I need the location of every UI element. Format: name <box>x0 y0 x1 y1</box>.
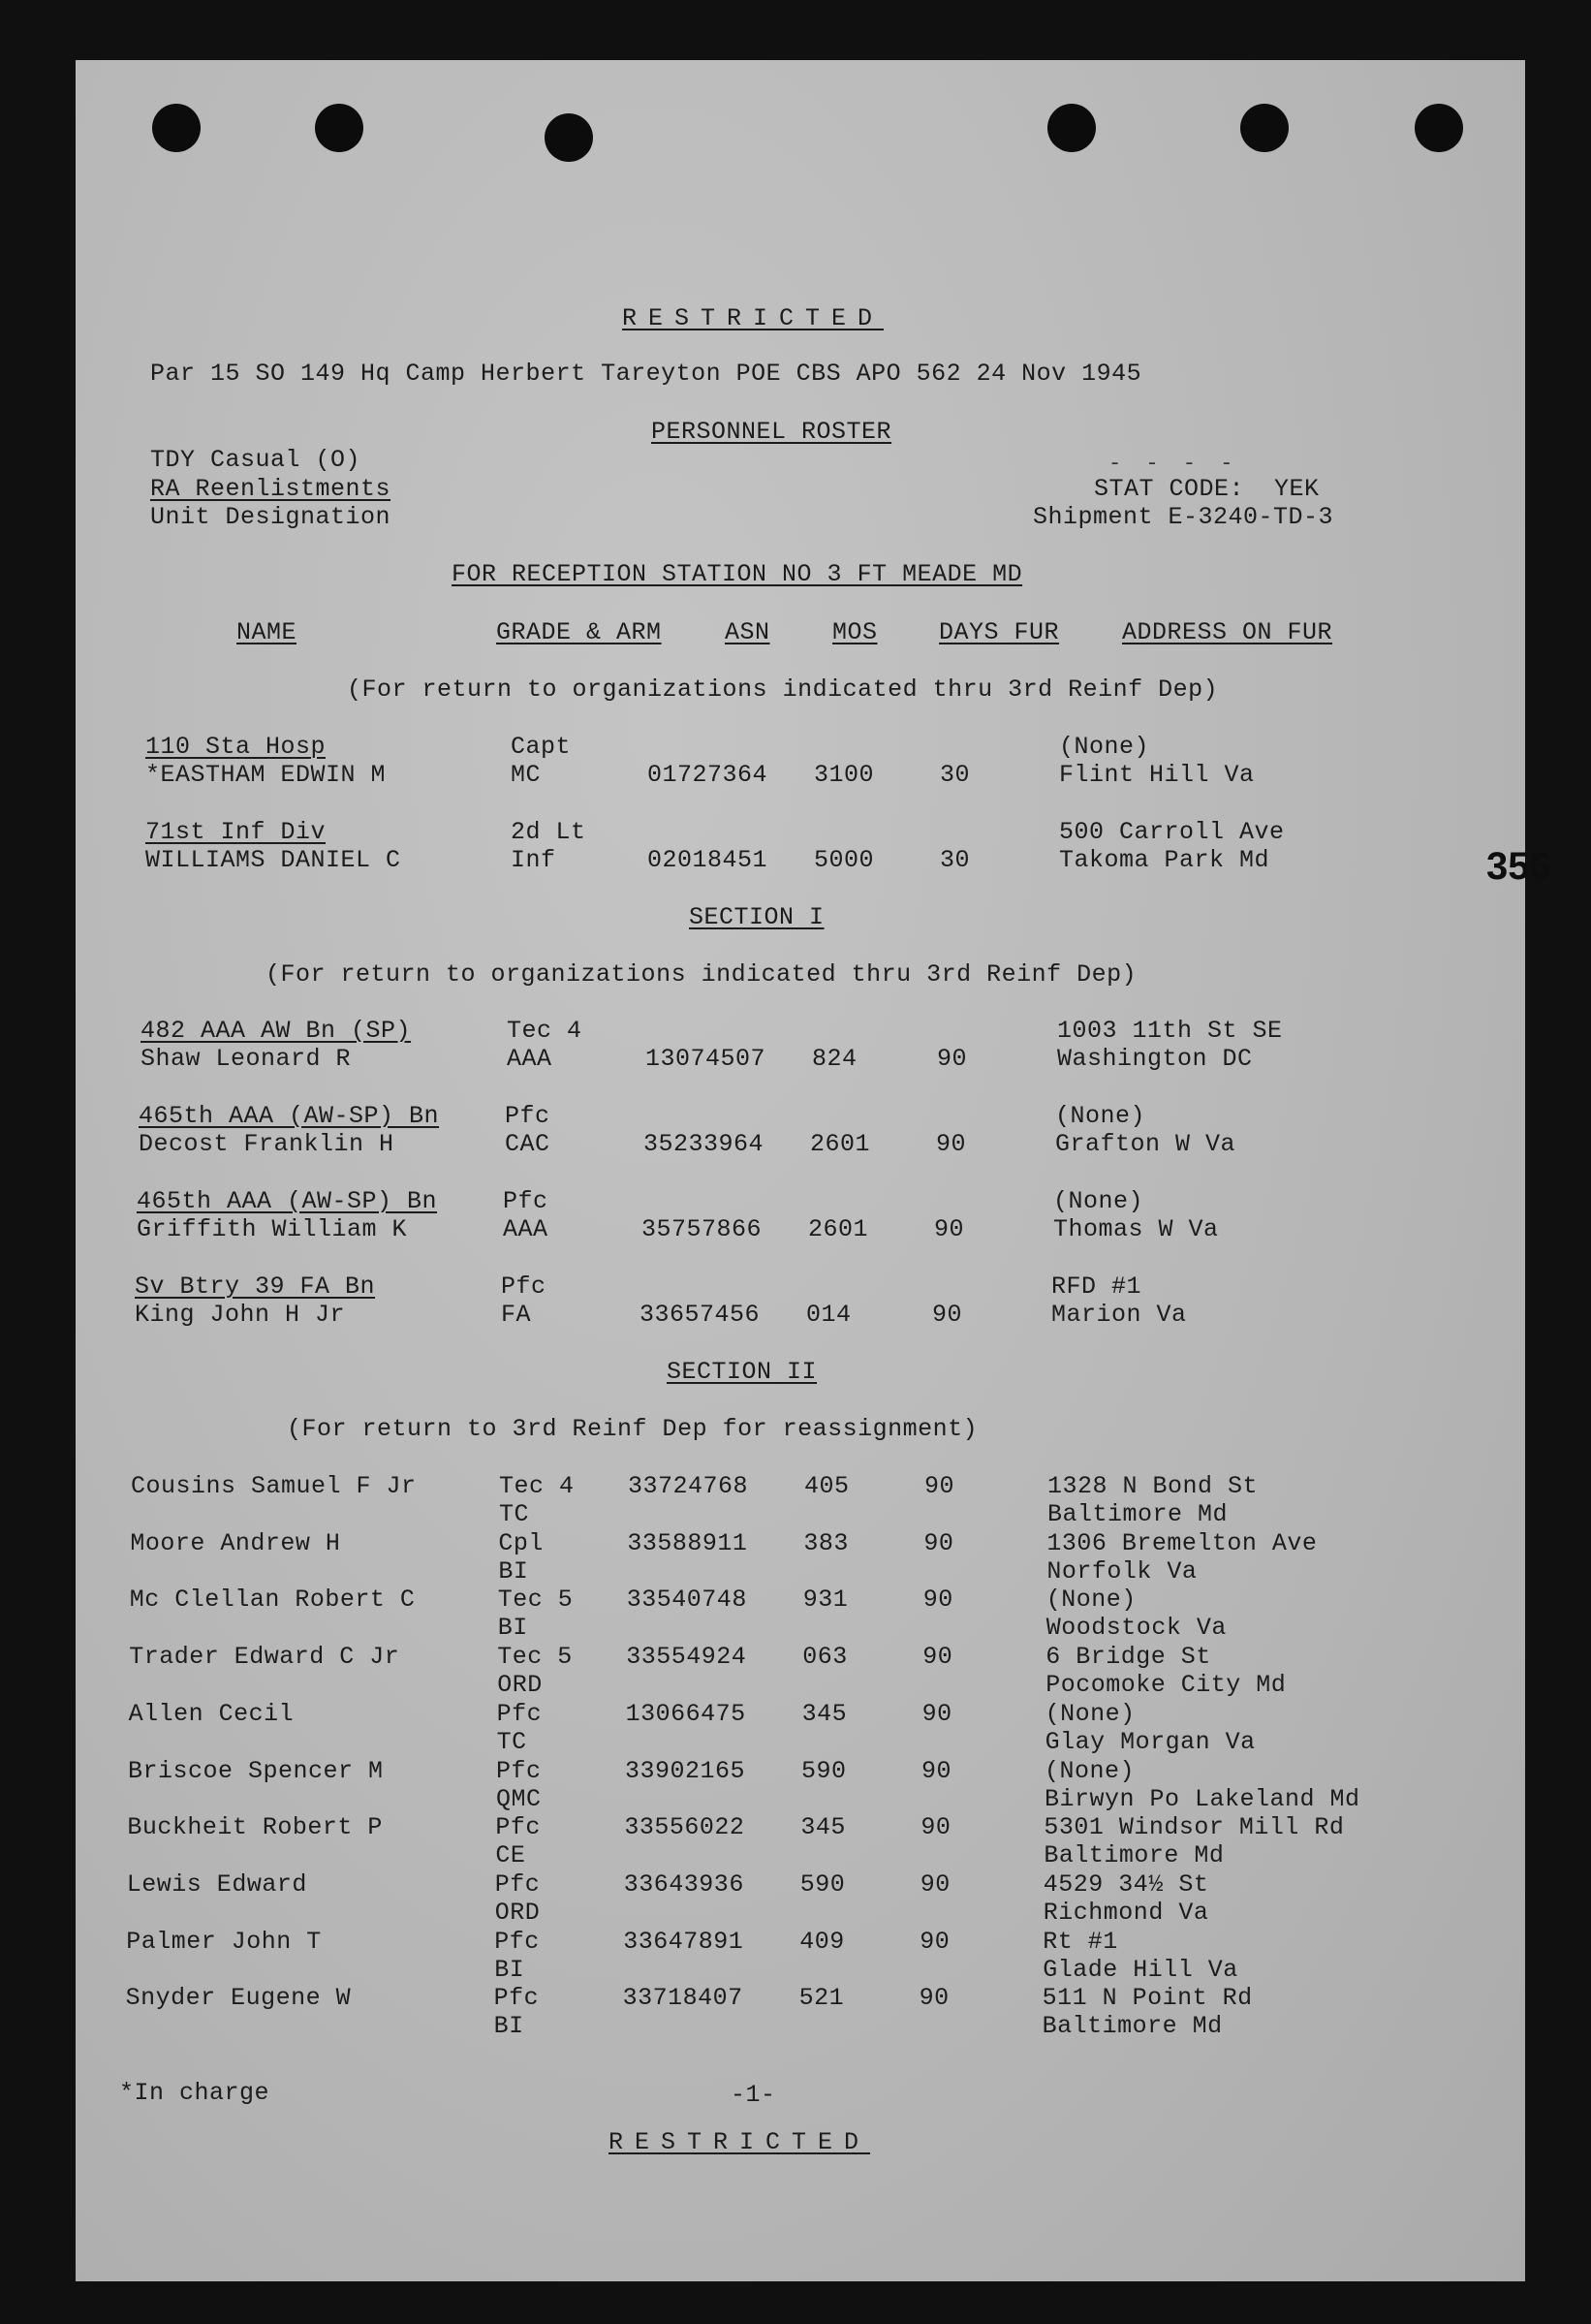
entry-name: Buckheit Robert P <box>127 1813 383 1841</box>
col-days: DAYS FUR <box>939 618 1060 646</box>
entry-mos: 383 <box>803 1529 849 1557</box>
entry-addr2: Baltimore Md <box>1047 1500 1229 1528</box>
entry-days: 90 <box>932 1301 963 1329</box>
entry-addr2: Thomas W Va <box>1053 1215 1219 1243</box>
punch-hole <box>1047 104 1096 152</box>
left-block-line-3: Unit Designation <box>150 503 391 531</box>
entry-addr1: 1003 11th St SE <box>1057 1017 1283 1045</box>
entry-asn: 35233964 <box>643 1130 764 1158</box>
entry-addr2: Grafton W Va <box>1055 1130 1236 1158</box>
entry-mos: 405 <box>804 1472 850 1500</box>
entry-addr2: Baltimore Md <box>1044 1841 1225 1869</box>
entry-name: Allen Cecil <box>128 1700 295 1728</box>
entry-mos: 521 <box>798 1984 845 2012</box>
entry-arm: ORD <box>494 1899 541 1927</box>
entry-name: Shaw Leonard R <box>140 1045 352 1073</box>
entry-grade: Tec 4 <box>499 1472 575 1500</box>
entry-addr1: (None) <box>1055 1102 1146 1130</box>
entry-mos: 5000 <box>814 846 875 874</box>
entry-arm: Inf <box>511 846 556 874</box>
section1-title: SECTION I <box>689 903 825 931</box>
roster-title: PERSONNEL ROSTER <box>651 418 892 446</box>
entry-addr2: Washington DC <box>1057 1045 1253 1073</box>
entry-days: 90 <box>919 1984 950 2012</box>
entry-mos: 2601 <box>810 1130 871 1158</box>
entry-name: *EASTHAM EDWIN M <box>145 761 387 789</box>
entry-days: 90 <box>920 1870 951 1899</box>
entry-asn: 35757866 <box>641 1215 763 1243</box>
entry-name: Trader Edward C Jr <box>129 1643 400 1671</box>
document-sheet <box>76 60 1551 2281</box>
punch-hole <box>1240 104 1289 152</box>
entry-name: Griffith William K <box>137 1215 408 1243</box>
entry-grade: Tec 5 <box>497 1586 574 1614</box>
entry-arm: CE <box>495 1841 526 1869</box>
entry-grade: Pfc <box>494 1870 541 1899</box>
entry-asn: 33554924 <box>626 1643 747 1671</box>
entry-grade: Cpl <box>498 1529 544 1557</box>
entry-addr1: 1328 N Bond St <box>1047 1472 1259 1500</box>
entry-days: 90 <box>920 1813 951 1841</box>
punch-hole <box>1415 104 1463 152</box>
left-block-line-2: RA Reenlistments <box>150 475 391 503</box>
entry-arm: BI <box>494 1956 525 1984</box>
entry-grade: Pfc <box>495 1813 541 1841</box>
entry-addr1: 1306 Bremelton Ave <box>1046 1529 1318 1557</box>
entry-addr2: Glade Hill Va <box>1043 1956 1238 1984</box>
punch-hole <box>315 104 363 152</box>
entry-arm: QMC <box>496 1785 542 1813</box>
entry-grade: Pfc <box>493 1984 540 2012</box>
entry-unit: 71st Inf Div <box>145 818 327 846</box>
footnote: *In charge <box>119 2079 270 2107</box>
entry-grade: Capt <box>511 733 572 761</box>
entry-name: Cousins Samuel F Jr <box>131 1472 417 1500</box>
entry-addr2: Pocomoke City Md <box>1045 1671 1287 1699</box>
entry-grade: 2d Lt <box>511 818 586 846</box>
entry-mos: 063 <box>802 1643 848 1671</box>
entry-arm: CAC <box>505 1130 550 1158</box>
entry-asn: 33647891 <box>623 1928 744 1956</box>
entry-days: 90 <box>922 1586 953 1614</box>
entry-name: Lewis Edward <box>126 1870 307 1899</box>
entry-unit: Sv Btry 39 FA Bn <box>135 1272 376 1301</box>
entry-addr2: Richmond Va <box>1043 1899 1209 1927</box>
entry-grade: Tec 4 <box>507 1017 582 1045</box>
entry-arm: ORD <box>497 1671 543 1699</box>
entry-addr2: Birwyn Po Lakeland Md <box>1045 1785 1360 1813</box>
section2-title: SECTION II <box>667 1358 818 1386</box>
entry-mos: 824 <box>812 1045 858 1073</box>
entry-arm: BI <box>498 1557 529 1586</box>
entry-addr1: 6 Bridge St <box>1045 1643 1211 1671</box>
entry-grade: Pfc <box>505 1102 550 1130</box>
page-number: -1- <box>731 2081 776 2109</box>
entry-addr1: (None) <box>1045 1586 1137 1614</box>
entry-name: WILLIAMS DANIEL C <box>145 846 401 874</box>
entry-asn: 13066475 <box>625 1700 746 1728</box>
entry-name: King John H Jr <box>135 1301 346 1329</box>
entry-grade: Pfc <box>494 1928 540 1956</box>
entry-asn: 33643936 <box>623 1870 744 1899</box>
entry-addr1: (None) <box>1059 733 1150 761</box>
entry-name: Briscoe Spencer M <box>128 1757 384 1785</box>
entry-mos: 931 <box>802 1586 849 1614</box>
entry-name: Mc Clellan Robert C <box>129 1586 416 1614</box>
entry-days: 90 <box>934 1215 965 1243</box>
entry-asn: 02018451 <box>647 846 768 874</box>
col-name: NAME <box>236 618 297 646</box>
entry-addr1: RFD #1 <box>1051 1272 1142 1301</box>
entry-days: 90 <box>924 1472 955 1500</box>
section2-note: (For return to 3rd Reinf Dep for reassignment) <box>287 1415 979 1443</box>
reception-line: FOR RECEPTION STATION NO 3 FT MEADE MD <box>452 560 1023 588</box>
group1-note: (For return to organizations indicated thru 3rd Reinf Dep) <box>347 675 1219 704</box>
entry-days: 30 <box>940 846 971 874</box>
entry-mos: 409 <box>799 1928 845 1956</box>
entry-name: Palmer John T <box>126 1928 322 1956</box>
entry-asn: 33657456 <box>640 1301 761 1329</box>
col-asn: ASN <box>725 618 770 646</box>
entry-asn: 01727364 <box>647 761 768 789</box>
stat-code: STAT CODE: YEK <box>1094 475 1320 503</box>
entry-addr1: 500 Carroll Ave <box>1059 818 1285 846</box>
entry-addr1: (None) <box>1053 1187 1144 1215</box>
entry-arm: AAA <box>503 1215 548 1243</box>
entry-grade: Pfc <box>496 1700 543 1728</box>
entry-asn: 33902165 <box>625 1757 746 1785</box>
section1-note: (For return to organizations indicated thru 3rd Reinf Dep) <box>265 960 1138 989</box>
entry-mos: 345 <box>801 1700 848 1728</box>
entry-addr2: Woodstock Va <box>1045 1614 1227 1642</box>
entry-mos: 2601 <box>808 1215 869 1243</box>
entry-addr1: (None) <box>1045 1700 1136 1728</box>
entry-unit: 482 AAA AW Bn (SP) <box>140 1017 412 1045</box>
entry-addr1: 5301 Windsor Mill Rd <box>1044 1813 1345 1841</box>
entry-mos: 014 <box>806 1301 852 1329</box>
entry-name: Moore Andrew H <box>130 1529 341 1557</box>
entry-unit: 465th AAA (AW-SP) Bn <box>137 1187 438 1215</box>
entry-unit: 465th AAA (AW-SP) Bn <box>139 1102 440 1130</box>
entry-asn: 33588911 <box>627 1529 748 1557</box>
entry-grade: Pfc <box>501 1272 546 1301</box>
order-line: Par 15 SO 149 Hq Camp Herbert Tareyton POE CBS APO 562 24 Nov 1945 <box>150 360 1142 388</box>
entry-days: 90 <box>922 1643 953 1671</box>
shipment: Shipment E-3240-TD-3 <box>1033 503 1334 531</box>
col-address: ADDRESS ON FUR <box>1122 618 1333 646</box>
entry-days: 90 <box>921 1757 952 1785</box>
entry-days: 90 <box>920 1928 951 1956</box>
entry-asn: 33556022 <box>624 1813 745 1841</box>
entry-addr1: 511 N Point Rd <box>1042 1984 1253 2012</box>
decorative-dashes: - - - - <box>1108 452 1239 476</box>
entry-asn: 33718407 <box>622 1984 743 2012</box>
entry-mos: 345 <box>800 1813 846 1841</box>
entry-days: 90 <box>923 1529 954 1557</box>
entry-arm: FA <box>501 1301 532 1329</box>
left-block-line-1: TDY Casual (O) <box>150 446 361 474</box>
entry-name: Snyder Eugene W <box>125 1984 352 2012</box>
entry-unit: 110 Sta Hosp <box>145 733 327 761</box>
entry-days: 90 <box>937 1045 968 1073</box>
entry-mos: 590 <box>799 1870 846 1899</box>
col-grade: GRADE & ARM <box>496 618 662 646</box>
restricted-header: RESTRICTED <box>622 304 885 332</box>
entry-mos: 590 <box>801 1757 847 1785</box>
entry-arm: AAA <box>507 1045 552 1073</box>
entry-mos: 3100 <box>814 761 875 789</box>
entry-days: 30 <box>940 761 971 789</box>
entry-addr2: Takoma Park Md <box>1059 846 1270 874</box>
entry-addr2: Flint Hill Va <box>1059 761 1255 789</box>
restricted-footer: RESTRICTED <box>608 2128 871 2156</box>
entry-addr2: Norfolk Va <box>1046 1557 1198 1586</box>
entry-arm: BI <box>497 1614 528 1642</box>
entry-asn: 33724768 <box>628 1472 749 1500</box>
entry-addr1: 4529 34½ St <box>1043 1870 1209 1899</box>
entry-grade: Tec 5 <box>497 1643 573 1671</box>
entry-addr2: Marion Va <box>1051 1301 1187 1329</box>
entry-arm: MC <box>511 761 542 789</box>
col-mos: MOS <box>832 618 878 646</box>
entry-name: Decost Franklin H <box>139 1130 394 1158</box>
entry-grade: Pfc <box>496 1757 542 1785</box>
page-stamp: 356 <box>1486 845 1551 888</box>
entry-arm: TC <box>499 1500 530 1528</box>
punch-hole <box>152 104 201 152</box>
punch-hole <box>545 113 593 162</box>
entry-days: 90 <box>936 1130 967 1158</box>
entry-days: 90 <box>921 1700 952 1728</box>
entry-arm: BI <box>493 2012 524 2040</box>
entry-addr1: (None) <box>1045 1757 1136 1785</box>
entry-arm: TC <box>496 1728 527 1756</box>
entry-addr2: Baltimore Md <box>1042 2012 1223 2040</box>
entry-asn: 13074507 <box>645 1045 766 1073</box>
entry-addr2: Glay Morgan Va <box>1045 1728 1256 1756</box>
entry-addr1: Rt #1 <box>1043 1928 1118 1956</box>
entry-grade: Pfc <box>503 1187 548 1215</box>
entry-asn: 33540748 <box>626 1586 747 1614</box>
